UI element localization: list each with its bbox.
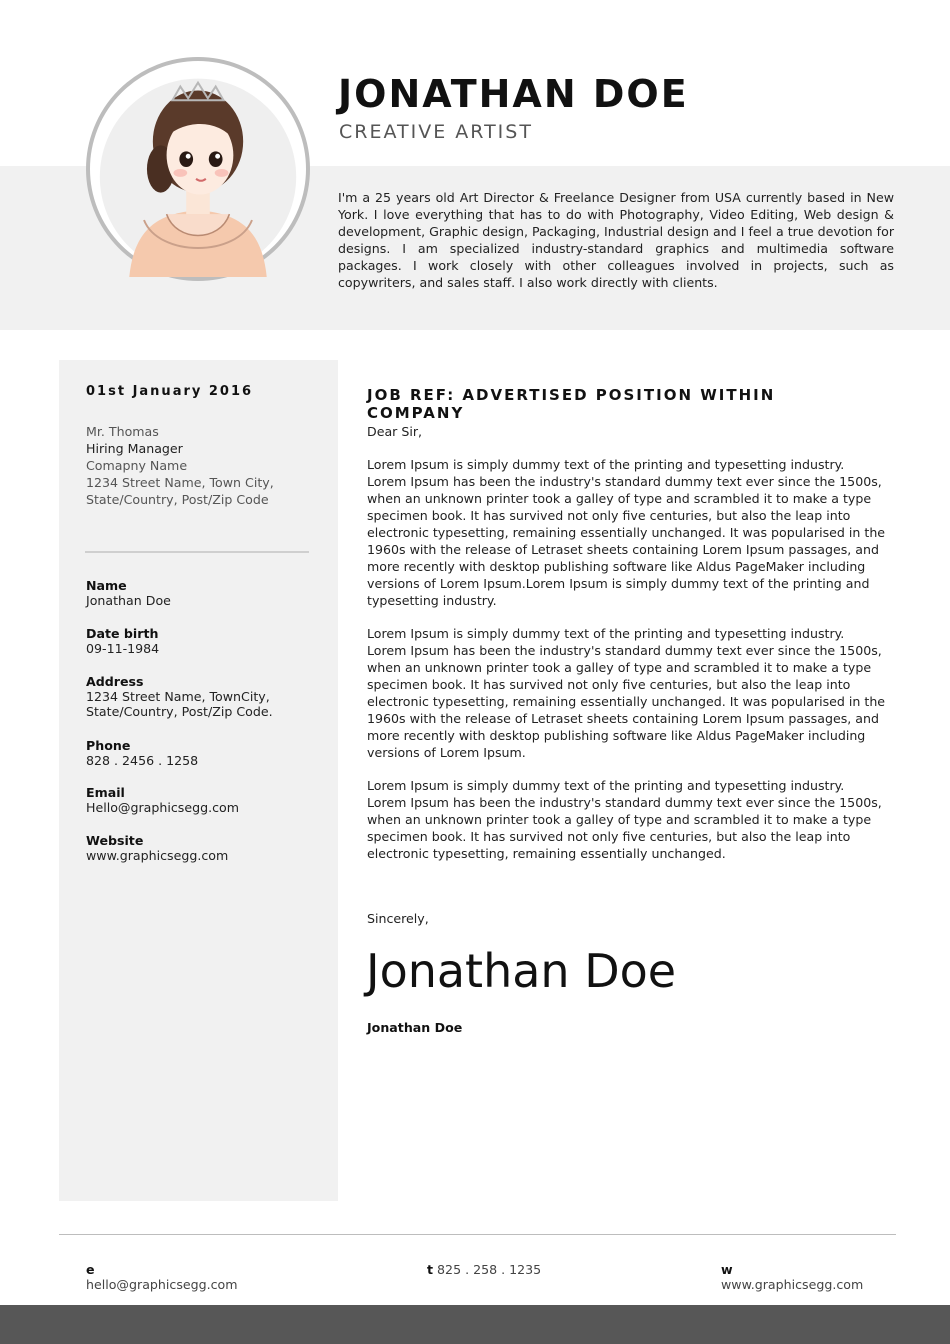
info-value[interactable]: www.graphicsegg.com <box>86 848 229 863</box>
signature: Jonathan Doe <box>366 944 677 998</box>
footer-phone <box>427 1262 627 1283</box>
info-website <box>86 833 228 863</box>
footer-phone-value: 825 . 258 . 1235 <box>437 1262 542 1277</box>
footer-divider <box>59 1234 896 1235</box>
footer-phone-key: t <box>427 1262 434 1277</box>
info-label: Name <box>86 578 127 593</box>
info-value: Jonathan Doe <box>86 593 171 608</box>
recipient-address-line2: State/Country, Post/Zip Code <box>86 492 269 507</box>
info-phone <box>86 738 198 768</box>
info-address <box>86 674 273 719</box>
recipient-title: Hiring Manager <box>86 441 183 456</box>
info-value: 09-11-1984 <box>86 641 160 656</box>
sidebar-divider <box>85 551 309 553</box>
info-label: Email <box>86 785 125 800</box>
info-label: Website <box>86 833 144 848</box>
info-label: Address <box>86 674 144 689</box>
footer-web-value[interactable]: www.graphicsegg.com <box>721 1277 864 1292</box>
recipient-block <box>86 423 274 508</box>
footer-website <box>721 1262 891 1292</box>
letter-body <box>367 423 887 878</box>
info-name <box>86 578 171 608</box>
signer-name: Jonathan Doe <box>367 1020 463 1035</box>
candidate-bio: I'm a 25 years old Art Director & Freelance Designer from USA currently based in New York. I love everything that has to do with Photography, Video Editing, Web design & development, Graphic design, Packaging, Industrial design and I feel a true devotion for designs. I am specialized industry-standard graphics and multimedia software packages. I work closely with other colleagues involved in projects, such as copywriters, and sales staff. I also work directly with clients. <box>338 190 894 290</box>
footer-web-key: w <box>721 1262 733 1277</box>
info-value-line2: State/Country, Post/Zip Code. <box>86 704 273 719</box>
footer-email-key: e <box>86 1262 95 1277</box>
recipient-company: Comapny Name <box>86 458 188 473</box>
cartoon-woman-avatar-icon <box>90 61 306 277</box>
letter-paragraph: Lorem Ipsum is simply dummy text of the printing and typesetting industry. Lorem Ipsum has been the industry's standard dummy text ever since the 1500s, when an unknown printer took a galley of type and scrambled it to make a type specimen book. It has survived not only five centuries, but also the leap into electronic typesetting, remaining essentially unchanged. It was popularised in the 1960s with the release of Letraset sheets containing Lorem Ipsum passages, and more recently with desktop publishing software like Aldus PageMaker including versions of Lorem Ipsum.Lorem Ipsum is simply dummy text of the printing and typesetting industry. <box>367 457 886 608</box>
letter-paragraph: Lorem Ipsum is simply dummy text of the printing and typesetting industry. Lorem Ipsum has been the industry's standard dummy text ever since the 1500s, when an unknown printer took a galley of type and scrambled it to make a type specimen book. It has survived not only five centuries, but also the leap into electronic typesetting, remaining essentially unchanged. <box>367 778 882 861</box>
info-value[interactable]: Hello@graphicsegg.com <box>86 800 240 815</box>
info-label: Date birth <box>86 626 159 641</box>
footer-email <box>86 1262 266 1292</box>
candidate-role: CREATIVE ARTIST <box>339 121 533 143</box>
info-value: 1234 Street Name, TownCity, <box>86 689 270 704</box>
letter-date: 01st January 2016 <box>86 384 254 399</box>
recipient-name: Mr. Thomas <box>86 424 159 439</box>
profile-avatar <box>86 57 310 281</box>
info-label: Phone <box>86 738 131 753</box>
letter-greeting: Dear Sir, <box>367 424 423 439</box>
letter-paragraph: Lorem Ipsum is simply dummy text of the printing and typesetting industry. Lorem Ipsum has been the industry's standard dummy text ever since the 1500s, when an unknown printer took a galley of type and scrambled it to make a type specimen book. It has survived not only five centuries, but also the leap into electronic typesetting, remaining essentially unchanged. It was popularised in the 1960s with the release of Letraset sheets containing Lorem Ipsum passages, and more recently with desktop publishing software like Aldus PageMaker including versions of Lorem Ipsum. <box>367 626 886 760</box>
recipient-address-line1: 1234 Street Name, Town City, <box>86 475 274 490</box>
footer-email-value[interactable]: hello@graphicsegg.com <box>86 1277 238 1292</box>
letter-closing: Sincerely, <box>367 911 429 926</box>
info-email <box>86 785 239 815</box>
job-reference: JOB REF: ADVERTISED POSITION WITHIN COMPANY <box>367 386 776 422</box>
info-date-birth <box>86 626 159 656</box>
info-value: 828 . 2456 . 1258 <box>86 753 199 768</box>
candidate-name: JONATHAN DOE <box>338 72 689 116</box>
footer-bar <box>0 1305 950 1344</box>
